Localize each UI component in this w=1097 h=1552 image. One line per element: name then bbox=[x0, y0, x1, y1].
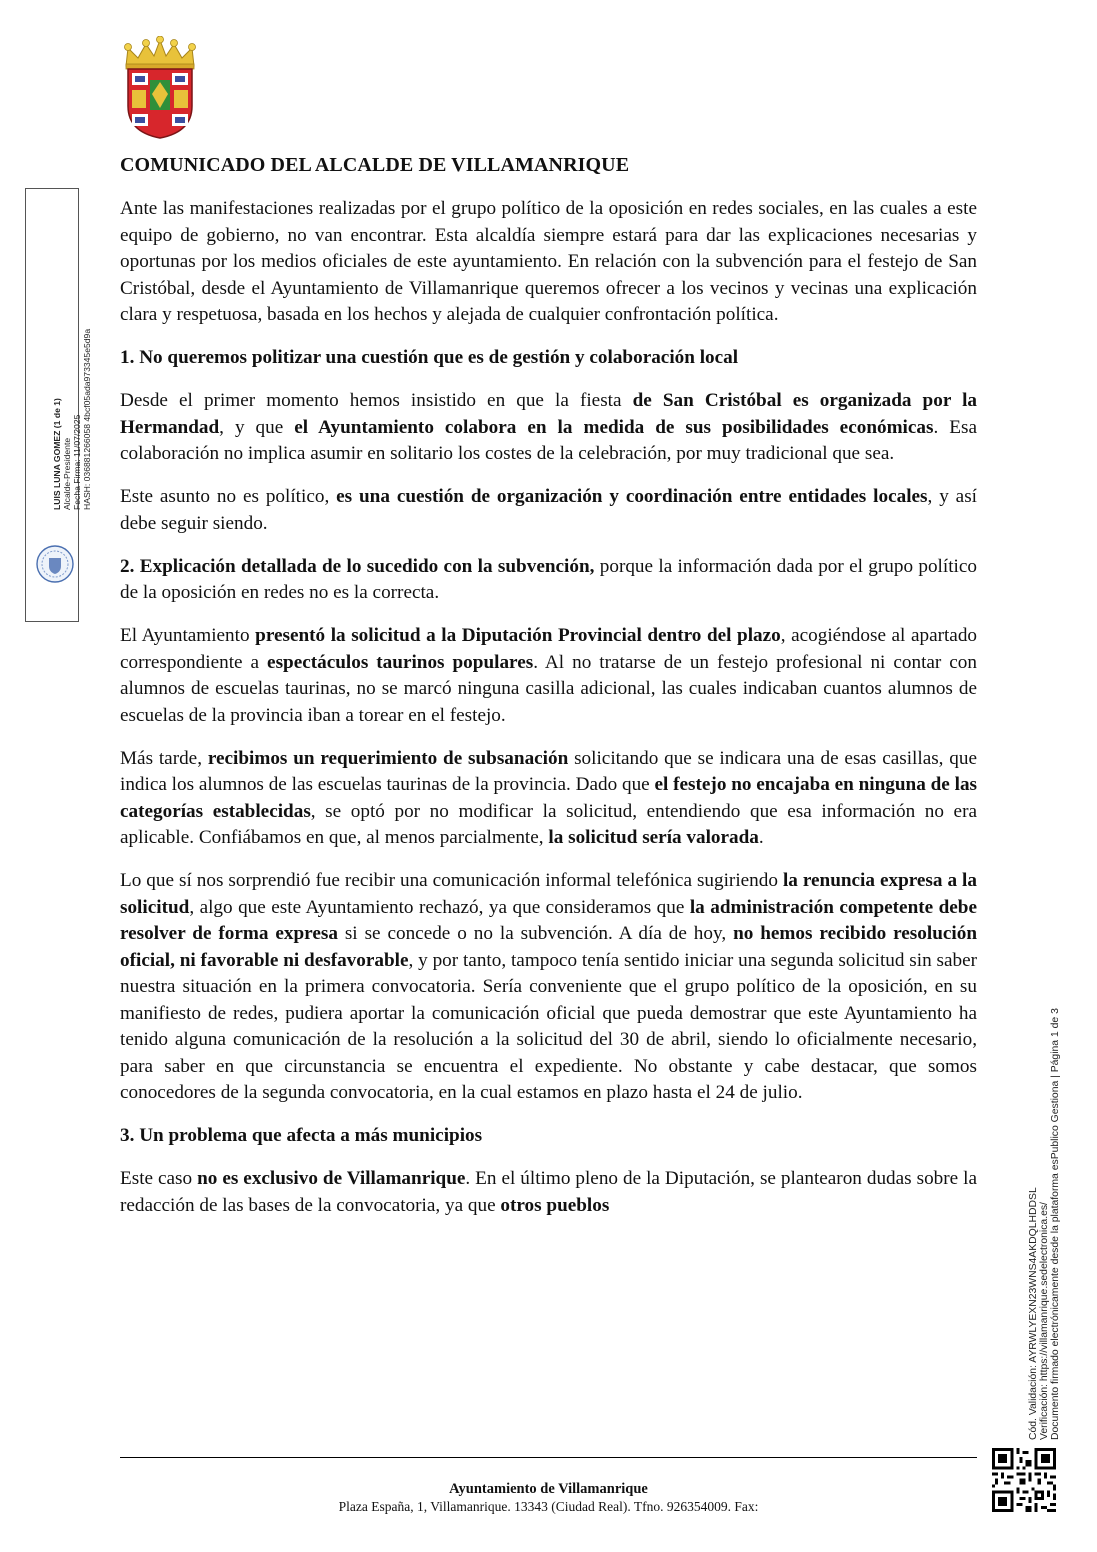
verification-text bbox=[1028, 1008, 1061, 1440]
municipal-crest-logo bbox=[118, 36, 202, 140]
footer bbox=[120, 1481, 977, 1515]
verification-url[interactable]: Verificación: https://villamanrique.sedelectronica.es/ bbox=[1039, 1202, 1050, 1440]
paragraph-section-2: 2. Explicación detallada de lo sucedido con la subvención, porque la información dada por el grupo político de la oposición en redes no es la correcta. bbox=[120, 555, 977, 603]
qr-code-icon[interactable] bbox=[992, 1448, 1056, 1512]
signature-platform-note: Documento firmado electrónicamente desde la plataforma esPublico Gestiona | Página 1 de 3 bbox=[1050, 1008, 1061, 1440]
signature-text bbox=[52, 329, 92, 510]
document-body bbox=[120, 196, 977, 1236]
signature-hash: HASH: 036881266058 4bcf05ada973345e5d9a bbox=[82, 328, 92, 510]
signer-role: Alcalde-Presidente bbox=[62, 437, 72, 510]
paragraph-renunciation: Lo que sí nos sorprendió fue recibir una comunicación informal telefónica sugiriendo la renuncia expresa a la solicitud, algo que este Ayuntamiento rechazó, ya que consideramos que la administración competente debe resolver de forma expresa si se concede o no la subvención. A día de hoy, no hemos recibido resolución oficial, ni favorable ni desfavorable, y por tanto, tampoco tenía sentido iniciar una segunda solicitud sin saber nuestra situación en la primera convocatoria. Sería conveniente que el grupo político de la oposición, en su manifiesto de redes, pudiera aportar la comunicación oficial que pueda demostrar que este Ayuntamiento ha tenido alguna comunicación de la resolución a la solicitud del 30 de abril, siendo lo oficialmente necesario, para saber en que circunstancia se encuentra el expediente. No obstante y cabe destacar, que somos conocedores de la segunda convocatoria, en la cual estamos en plazo hasta el 24 de julio. bbox=[120, 870, 978, 1103]
paragraph-requirement: Más tarde, recibimos un requerimiento de subsanación solicitando que se indicara una de esas casillas, que indica los alumnos de las escuelas taurinas de la provincia. Dado que el festejo no encajaba en ninguna de las categorías establecidas, se optó por no modificar la solicitud, entendiendo que esa información no era aplicable. Confiábamos en que, al menos parcialmente, la solicitud sería valorada. bbox=[120, 747, 978, 848]
official-seal-icon bbox=[35, 544, 75, 584]
signer-name: LUIS LUNA GOMEZ (1 de 1) bbox=[52, 398, 62, 510]
signature-date: Fecha Firma: 11/07/2025 bbox=[72, 414, 82, 510]
footer-organization: Ayuntamiento de Villamanrique bbox=[449, 1481, 648, 1497]
footer-address: Plaza España, 1, Villamanrique. 13343 (Ciudad Real). Tfno. 926354009. Fax: bbox=[338, 1499, 759, 1514]
footer-divider bbox=[120, 1457, 977, 1458]
paragraph-intro: Ante las manifestaciones realizadas por el grupo político de la oposición en redes sociales, en las cuales a este equipo de gobierno, no van encontrar. Esta alcaldía siempre estará para dar las explicaciones necesarias y oportunas por los medios oficiales de este ayuntamiento. En relación con la subvención para el festejo de San Cristóbal, desde el Ayuntamiento de Villamanrique queremos ofrecer a los vecinos y vecinas una explicación clara y respetuosa, basada en los hechos y alejada de cualquier confrontación política. bbox=[120, 198, 977, 325]
validation-code: Cód. Validación: AYRWLYEXN23WNS4AKDQLHDDSL bbox=[1028, 1187, 1039, 1440]
section-heading-1: 1. No queremos politizar una cuestión que es de gestión y colaboración local bbox=[120, 347, 739, 368]
section-heading-3: 3. Un problema que afecta a más municipios bbox=[120, 1125, 483, 1146]
paragraph-application: El Ayuntamiento presentó la solicitud a la Diputación Provincial dentro del plazo, acogiéndose al apartado correspondiente a espectáculos taurinos populares. Al no tratarse de un festejo profesional ni contar con alumnos de escuelas taurinas, no se marcó ninguna casilla adicional, las cuales indicaban cuantos alumnos de escuelas de la provincia iban a torear en el festejo. bbox=[120, 625, 978, 726]
document-title: COMUNICADO DEL ALCALDE DE VILLAMANRIQUE bbox=[120, 154, 630, 176]
paragraph-organization: Desde el primer momento hemos insistido en que la fiesta de San Cristóbal es organizada por la Hermandad, y que el Ayuntamiento colabora en la medida de sus posibilidades económicas. Esa colaboración no implica asumir en solitario los costes de la celebración, por muy tradicional que sea. bbox=[120, 390, 977, 464]
paragraph-other-municipalities: Este caso no es exclusivo de Villamanrique. En el último pleno de la Diputación, se plantearon dudas sobre la redacción de las bases de la convocatoria, ya que otros pueblos bbox=[120, 1168, 977, 1216]
paragraph-not-political: Este asunto no es político, es una cuestión de organización y coordinación entre entidades locales, y así debe seguir siendo. bbox=[120, 486, 977, 534]
